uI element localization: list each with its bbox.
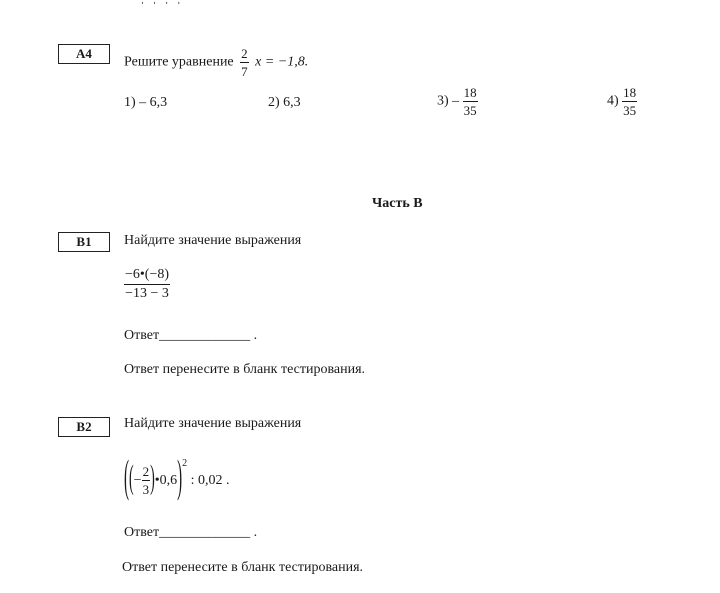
- b1-answer-blank[interactable]: _____________: [159, 328, 251, 343]
- b2-outer-close-paren: ): [177, 455, 183, 504]
- b2-rest: : 0,02 .: [190, 472, 230, 488]
- a4-option-2-text: 2) 6,3: [268, 95, 301, 110]
- a4-option-4[interactable]: [607, 86, 637, 117]
- b2-minus: −: [133, 472, 142, 488]
- b2-fraction-numerator: 2: [142, 464, 150, 480]
- b2-inner-close-paren: ): [150, 461, 155, 498]
- a4-question: [124, 47, 308, 78]
- b1-expression-numerator: −6•(−8): [124, 268, 170, 285]
- a4-equation-rest: x = −1,8.: [255, 54, 309, 70]
- b2-expression: [124, 455, 230, 504]
- b1-expression-fraction: [124, 268, 170, 301]
- b2-inner-open-paren: (: [129, 461, 134, 498]
- a4-fraction-numerator: 2: [241, 46, 248, 61]
- a4-option-4-prefix: 4): [607, 93, 619, 109]
- b2-answer-label: Ответ: [124, 525, 160, 540]
- section-title-part-b: Часть В: [372, 196, 423, 211]
- b1-answer-label: Ответ: [124, 328, 160, 343]
- b2-outer-open-paren: (: [124, 455, 129, 504]
- a4-option-3-denominator: 35: [463, 103, 477, 118]
- b1-transfer-note: Ответ перенесите в бланк тестирования.: [124, 362, 366, 377]
- b2-answer-line: [124, 525, 257, 541]
- a4-option-3-numerator: 18: [463, 85, 477, 100]
- a4-option-3-fraction: [463, 86, 478, 117]
- b2-answer-end: .: [253, 525, 258, 540]
- a4-prompt: Решите уравнение: [124, 54, 234, 70]
- b2-prompt: Найдите значение выражения: [124, 416, 302, 431]
- b2-transfer-note: Ответ перенесите в бланк тестирования.: [122, 560, 364, 575]
- b2-answer-blank[interactable]: _____________: [159, 525, 251, 540]
- cut-off-text-fragment: [140, 0, 183, 6]
- b2-fraction-denominator: 3: [142, 482, 150, 498]
- a4-option-1[interactable]: [124, 95, 167, 111]
- b1-expression: [124, 268, 170, 301]
- b1-prompt: Найдите значение выражения: [124, 233, 302, 248]
- task-label-a4: А4: [58, 44, 110, 64]
- a4-option-4-numerator: 18: [623, 85, 637, 100]
- task-label-b1: В1: [58, 232, 110, 252]
- b1-answer-line: [124, 328, 257, 344]
- task-label-b2: В2: [58, 417, 110, 437]
- a4-fraction: [240, 47, 249, 78]
- a4-option-1-text: 1) – 6,3: [124, 95, 168, 110]
- a4-option-4-fraction: [622, 86, 637, 117]
- a4-option-4-denominator: 35: [623, 103, 637, 118]
- b1-expression-denominator: −13 − 3: [125, 286, 169, 301]
- b2-fraction: [142, 465, 151, 496]
- a4-fraction-denominator: 7: [241, 64, 248, 79]
- b2-multiplier: •0,6: [154, 472, 178, 488]
- b2-exponent: 2: [182, 458, 188, 469]
- a4-option-2[interactable]: [268, 95, 301, 111]
- a4-option-3[interactable]: [437, 86, 478, 117]
- b1-answer-end: .: [253, 328, 258, 343]
- a4-option-3-prefix: 3) –: [437, 93, 460, 109]
